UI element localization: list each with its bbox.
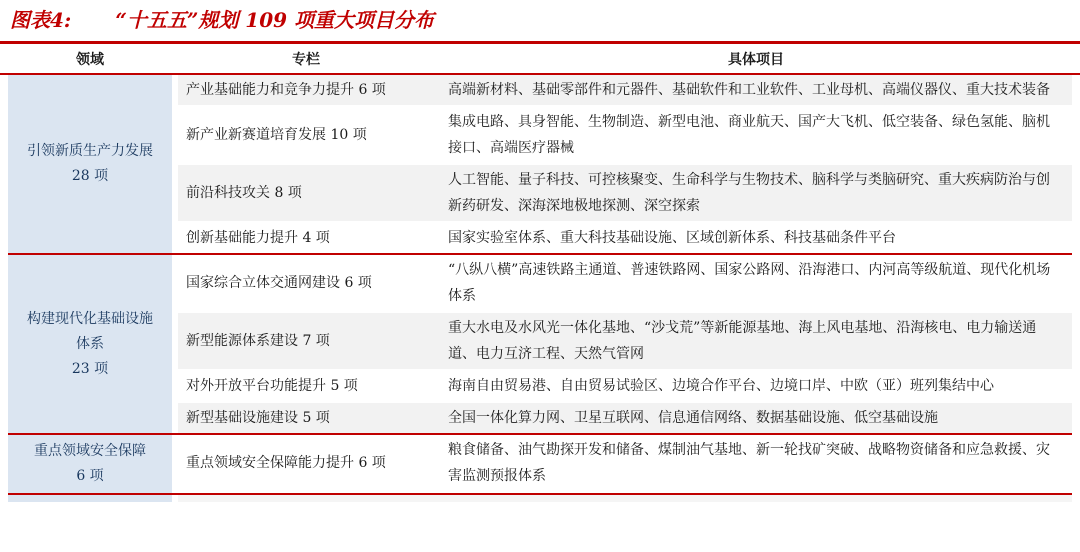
- header-projects: 具体项目: [728, 51, 784, 68]
- field-name: 引领新质生产力发展: [27, 143, 153, 159]
- projects-cell: 全国一体化算力网、卫星互联网、信息通信网络、数据基础设施、低空基础设施: [448, 410, 938, 426]
- table-header-row: [0, 44, 1080, 73]
- table-row: [178, 107, 1072, 165]
- column-cell: 前沿科技攻关 8 项: [186, 185, 302, 201]
- table-row: [178, 75, 1072, 107]
- cutoff-next-row-sliver: [0, 495, 1080, 502]
- table-section-2: [8, 255, 1072, 435]
- field-count: 23 项: [71, 360, 109, 377]
- projects-cell: “八纵八横”高速铁路主通道、普速铁路网、国家公路网、沿海港口、内河高等级航道、现代化机场体系: [448, 262, 1051, 304]
- column-cell: 新产业新赛道培育发展 10 项: [186, 127, 367, 143]
- cutoff-row: [178, 495, 1072, 502]
- column-cell: 国家综合立体交通网建设 6 项: [186, 275, 372, 291]
- table-row: [178, 403, 1072, 433]
- projects-cell: 海南自由贸易港、自由贸易试验区、边境合作平台、边境口岸、中欧（亚）班列集结中心: [448, 378, 994, 394]
- table-row: [178, 255, 1072, 313]
- figure-title: [0, 0, 1080, 41]
- table-section-3: [8, 435, 1072, 495]
- field-count: 28 项: [71, 168, 109, 184]
- figure-number: 图表4:: [10, 8, 72, 32]
- table-row: [178, 435, 1072, 491]
- projects-cell: 高端新材料、基础零部件和元器件、基础软件和工业软件、工业母机、高端仪器仪、重大技术装备: [448, 82, 1050, 98]
- cutoff-field-cell: [8, 495, 172, 502]
- header-field: 领域: [76, 51, 104, 68]
- table-row: [178, 223, 1072, 253]
- section-rows: [178, 255, 1072, 433]
- field-name: 构建现代化基础设施体系: [27, 310, 153, 352]
- field-name: 重点领域安全保障: [34, 443, 146, 459]
- table-row: [178, 165, 1072, 223]
- projects-cell: 粮食储备、油气勘探开发和储备、煤制油气基地、新一轮找矿突破、战略物资储备和应急救援、灾害监测预报体系: [448, 442, 1050, 484]
- column-cell: 产业基础能力和竞争力提升 6 项: [186, 82, 386, 98]
- field-cell: [8, 255, 172, 433]
- figure-caption: “十五五”规划 109 项重大项目分布: [115, 8, 434, 32]
- column-cell: 重点领域安全保障能力提升 6 项: [186, 455, 386, 471]
- column-cell: 对外开放平台功能提升 5 项: [186, 378, 358, 394]
- column-cell: 创新基础能力提升 4 项: [186, 230, 330, 246]
- header-column: 专栏: [292, 51, 320, 68]
- projects-cell: 重大水电及水风光一体化基地、“沙戈荒”等新能源基地、海上风电基地、沿海核电、电力输送通道、电力互济工程、天然气管网: [448, 320, 1037, 362]
- field-cell: [8, 75, 172, 253]
- field-cell: [8, 435, 172, 493]
- table-row: [178, 371, 1072, 403]
- projects-cell: 人工智能、量子科技、可控核聚变、生命科学与生物技术、脑科学与类脑研究、重大疾病防治与创新药研发、深海深地极地探测、深空探索: [448, 172, 1050, 214]
- column-cell: 新型基础设施建设 5 项: [186, 410, 330, 426]
- table-section-1: [8, 75, 1072, 255]
- table-body: [0, 75, 1080, 495]
- projects-cell: 国家实验室体系、重大科技基础设施、区域创新体系、科技基础条件平台: [448, 230, 896, 246]
- projects-cell: 集成电路、具身智能、生物制造、新型电池、商业航天、国产大飞机、低空装备、绿色氢能、脑机接口、高端医疗器械: [448, 114, 1050, 156]
- table-row: [178, 313, 1072, 371]
- field-count: 6 项: [76, 468, 104, 484]
- column-cell: 新型能源体系建设 7 项: [186, 333, 330, 349]
- section-rows: [178, 435, 1072, 493]
- section-rows: [178, 75, 1072, 253]
